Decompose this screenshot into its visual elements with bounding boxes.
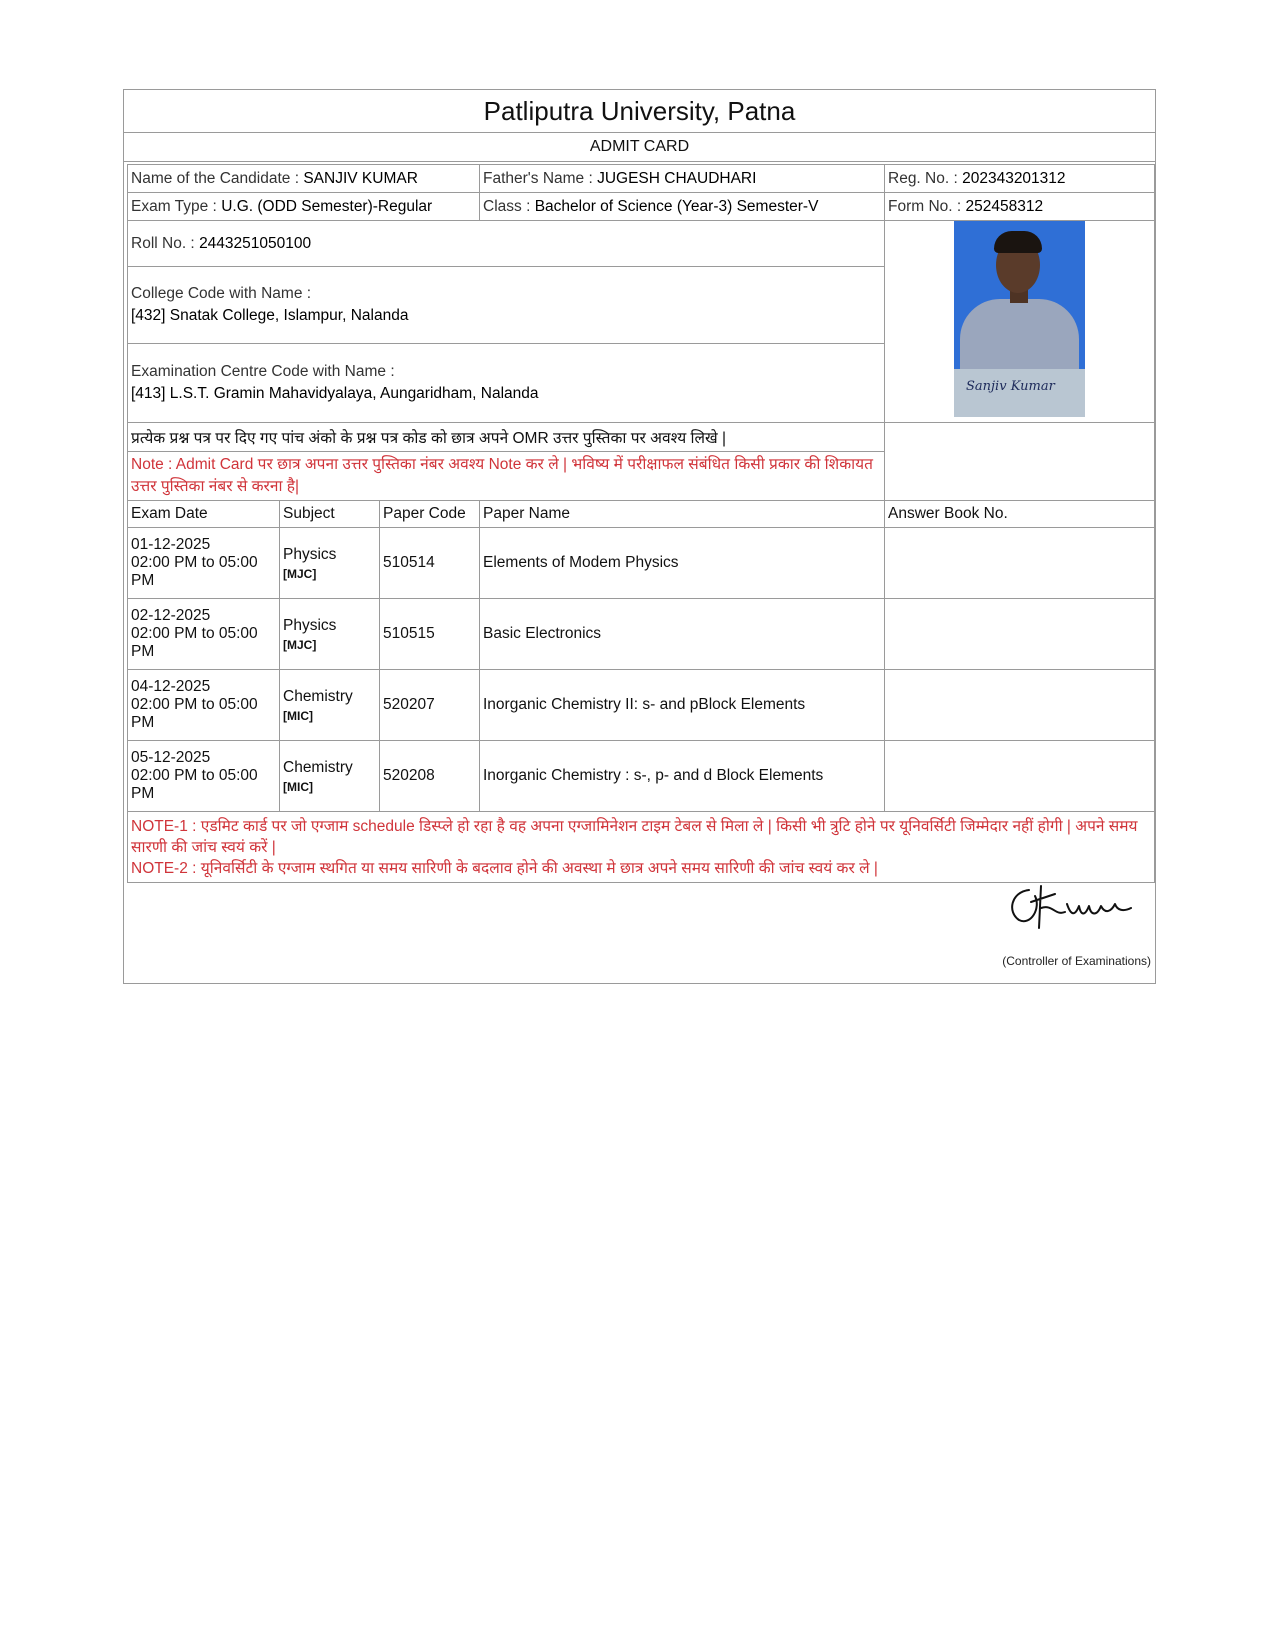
answer-book-no [885, 599, 1155, 670]
class-label: Class : [483, 197, 531, 215]
roll-no: 2443251050100 [199, 234, 312, 252]
college-label: College Code with Name : [131, 285, 312, 303]
admit-card-body [127, 164, 1154, 883]
paper-code: 510514 [380, 528, 480, 599]
subject-cell [280, 528, 380, 599]
paper-name: Inorganic Chemistry II: s- and pBlock Elements [480, 670, 885, 741]
answer-book-note: Note : Admit Card पर छात्र अपना उत्तर पुस्तिका नंबर अवश्य Note कर ले | भविष्य में परीक्षाफल संबंधित किसी प्रकार की शिकायत उत्तर पुस्तिका नंबर से करना है| [128, 452, 885, 501]
table-row [128, 670, 1155, 741]
note-1: NOTE-1 : एडमिट कार्ड पर जो एग्जाम schedule डिस्प्ले हो रहा है वह अपना एग्जामिनेशन टाइम टेबल से मिला ले | किसी भी त्रुटि होने पर यूनिवर्सिटी जिम्मेदार नहीं होगी | अपने समय सारणी की जांच स्वयं करें | [131, 817, 1138, 856]
subject-cell [280, 741, 380, 812]
form-no-cell [885, 193, 1155, 221]
admit-card [123, 89, 1156, 984]
exam-type-cell [128, 193, 480, 221]
notes-cell [128, 812, 1155, 883]
subject-cell [280, 599, 380, 670]
controller-label: (Controller of Examinations) [1002, 954, 1151, 968]
roll-no-cell [128, 221, 885, 267]
exam-date: 04-12-2025 [131, 678, 211, 695]
roll-no-label: Roll No. : [131, 234, 195, 252]
candidate-name-cell [128, 165, 480, 193]
subject: Chemistry [283, 687, 353, 705]
college-cell [128, 267, 885, 344]
header-paper-code: Paper Code [380, 501, 480, 528]
paper-code: 520208 [380, 741, 480, 812]
subject: Physics [283, 545, 337, 563]
reg-no-cell [885, 165, 1155, 193]
father-name-label: Father's Name : [483, 169, 593, 187]
header-answer-book: Answer Book No. [885, 501, 1155, 528]
exam-date-cell [128, 670, 280, 741]
reg-no: 202343201312 [962, 169, 1066, 187]
instruction-hindi: प्रत्येक प्रश्न पत्र पर दिए गए पांच अंको के प्रश्न पत्र कोड को छात्र अपने OMR उत्तर पुस्तिका पर अवश्य लिखे | [128, 423, 885, 452]
subject-code: [MIC] [283, 779, 313, 794]
exam-time: 02:00 PM to 05:00 PM [131, 767, 258, 802]
reg-no-label: Reg. No. : [888, 169, 958, 187]
header-paper-name: Paper Name [480, 501, 885, 528]
controller-signature [1001, 882, 1141, 932]
candidate-photo [954, 221, 1085, 417]
exam-date: 01-12-2025 [131, 536, 211, 553]
exam-type-label: Exam Type : [131, 197, 217, 215]
note-2: NOTE-2 : यूनिवर्सिटी के एग्जाम स्थगित या समय सारिणी के बदलाव होने की अवस्था मे छात्र अपने समय सारिणी की जांच स्वयं कर ले | [131, 859, 878, 877]
header-exam-date: Exam Date [128, 501, 280, 528]
notes-row [128, 812, 1155, 883]
blank-cell [885, 423, 1155, 501]
answer-book-no [885, 741, 1155, 812]
paper-code: 510515 [380, 599, 480, 670]
exam-date-cell [128, 599, 280, 670]
exam-time: 02:00 PM to 05:00 PM [131, 696, 258, 731]
subject-code: [MJC] [283, 566, 317, 581]
subject-code: [MIC] [283, 708, 313, 723]
form-no-label: Form No. : [888, 197, 962, 215]
candidate-name: SANJIV KUMAR [303, 169, 418, 187]
father-name-cell [480, 165, 885, 193]
paper-code: 520207 [380, 670, 480, 741]
form-no: 252458312 [965, 197, 1044, 215]
college-name: [432] Snatak College, Islampur, Nalanda [131, 307, 409, 325]
answer-book-no [885, 670, 1155, 741]
exam-time: 02:00 PM to 05:00 PM [131, 625, 258, 660]
class-cell [480, 193, 885, 221]
paper-name: Basic Electronics [480, 599, 885, 670]
university-title: Patliputra University, Patna [124, 90, 1155, 133]
centre-cell [128, 344, 885, 423]
class-value: Bachelor of Science (Year-3) Semester-V [534, 197, 819, 215]
centre-label: Examination Centre Code with Name : [131, 363, 395, 381]
header-subject: Subject [280, 501, 380, 528]
subject: Chemistry [283, 758, 353, 776]
exam-date-cell [128, 528, 280, 599]
table-row [128, 599, 1155, 670]
paper-name: Inorganic Chemistry : s-, p- and d Block Elements [480, 741, 885, 812]
exam-date: 05-12-2025 [131, 749, 211, 766]
table-row [128, 528, 1155, 599]
table-row [128, 741, 1155, 812]
candidate-info-table [127, 164, 1155, 501]
father-name: JUGESH CHAUDHARI [597, 169, 757, 187]
subject-code: [MJC] [283, 637, 317, 652]
candidate-name-label: Name of the Candidate : [131, 169, 300, 187]
paper-name: Elements of Modem Physics [480, 528, 885, 599]
exam-date-cell [128, 741, 280, 812]
exam-type: U.G. (ODD Semester)-Regular [221, 197, 433, 215]
admit-card-heading: ADMIT CARD [124, 133, 1155, 162]
candidate-signature: Sanjiv Kumar [966, 379, 1055, 394]
photo-cell [885, 221, 1155, 423]
exam-date: 02-12-2025 [131, 607, 211, 624]
subject-cell [280, 670, 380, 741]
exam-schedule-table [127, 500, 1155, 883]
subject: Physics [283, 616, 337, 634]
centre-name: [413] L.S.T. Gramin Mahavidyalaya, Aungaridham, Nalanda [131, 385, 539, 403]
answer-book-no [885, 528, 1155, 599]
exam-time: 02:00 PM to 05:00 PM [131, 554, 258, 589]
schedule-header-row [128, 501, 1155, 528]
